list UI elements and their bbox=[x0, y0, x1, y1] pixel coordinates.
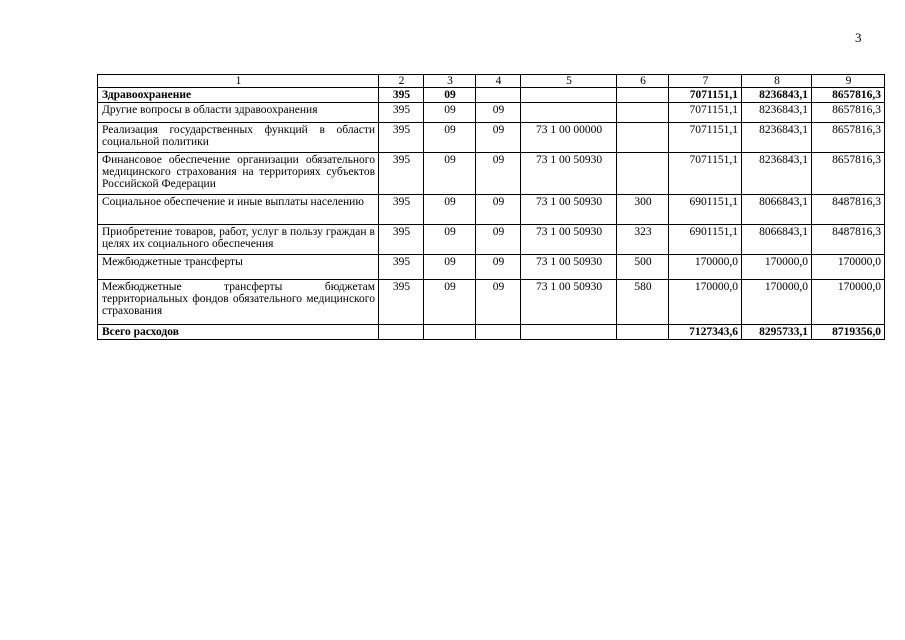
header-cell: 9 bbox=[812, 75, 885, 88]
table-row bbox=[98, 225, 885, 255]
header-cell: 4 bbox=[476, 75, 521, 88]
cell-col3: 09 bbox=[424, 88, 476, 103]
row-name: Социальное обеспечение и иные выплаты населению bbox=[98, 195, 379, 225]
cell-col5: 73 1 00 50930 bbox=[521, 255, 617, 280]
row-name: Другие вопросы в области здравоохранения bbox=[98, 103, 379, 123]
cell-col8: 8236843,1 bbox=[742, 103, 812, 123]
cell-col7: 6901151,1 bbox=[669, 225, 742, 255]
cell-col6: 500 bbox=[617, 255, 669, 280]
row-name: Реализация государственных функций в области социальной политики bbox=[98, 123, 379, 153]
row-name: Межбюджетные трансферты бюджетам территориальных фондов обязательного медицинского страхования bbox=[98, 280, 379, 325]
cell-col2: 395 bbox=[379, 255, 424, 280]
cell-col8: 8066843,1 bbox=[742, 195, 812, 225]
cell-col8: 8236843,1 bbox=[742, 88, 812, 103]
cell-col8: 170000,0 bbox=[742, 255, 812, 280]
cell-col4: 09 bbox=[476, 225, 521, 255]
cell-col2: 395 bbox=[379, 280, 424, 325]
page-number: 3 bbox=[855, 30, 862, 45]
cell-col6 bbox=[617, 153, 669, 195]
cell-col3: 09 bbox=[424, 123, 476, 153]
table-row bbox=[98, 103, 885, 123]
cell-col5 bbox=[521, 88, 617, 103]
header-row bbox=[98, 75, 885, 88]
row-name: Финансовое обеспечение организации обязательного медицинского страхования на территориях субъектов Российской Федерации bbox=[98, 153, 379, 195]
cell-col2: 395 bbox=[379, 88, 424, 103]
table-row-total bbox=[98, 325, 885, 340]
header-cell: 2 bbox=[379, 75, 424, 88]
cell-col6: 580 bbox=[617, 280, 669, 325]
cell-col8: 8066843,1 bbox=[742, 225, 812, 255]
cell-col7: 7071151,1 bbox=[669, 103, 742, 123]
cell-col9: 8657816,3 bbox=[812, 153, 885, 195]
cell-col2: 395 bbox=[379, 195, 424, 225]
cell-col3: 09 bbox=[424, 103, 476, 123]
cell-col5: 73 1 00 50930 bbox=[521, 153, 617, 195]
cell-col7: 170000,0 bbox=[669, 255, 742, 280]
cell-col5: 73 1 00 50930 bbox=[521, 280, 617, 325]
cell-col8: 8236843,1 bbox=[742, 153, 812, 195]
cell-col2 bbox=[379, 325, 424, 340]
cell-col6 bbox=[617, 123, 669, 153]
cell-col7: 7071151,1 bbox=[669, 153, 742, 195]
cell-col7: 6901151,1 bbox=[669, 195, 742, 225]
cell-col8: 8236843,1 bbox=[742, 123, 812, 153]
cell-col2: 395 bbox=[379, 153, 424, 195]
cell-col4 bbox=[476, 88, 521, 103]
row-name: Всего расходов bbox=[98, 325, 379, 340]
cell-col6 bbox=[617, 88, 669, 103]
table-row bbox=[98, 255, 885, 280]
cell-col9: 170000,0 bbox=[812, 280, 885, 325]
cell-col5: 73 1 00 50930 bbox=[521, 195, 617, 225]
cell-col6 bbox=[617, 325, 669, 340]
table-row bbox=[98, 280, 885, 325]
cell-col8: 8295733,1 bbox=[742, 325, 812, 340]
cell-col5 bbox=[521, 325, 617, 340]
cell-col7: 7071151,1 bbox=[669, 88, 742, 103]
cell-col6: 300 bbox=[617, 195, 669, 225]
cell-col9: 8487816,3 bbox=[812, 225, 885, 255]
table-row bbox=[98, 153, 885, 195]
cell-col9: 8487816,3 bbox=[812, 195, 885, 225]
cell-col3: 09 bbox=[424, 153, 476, 195]
cell-col3: 09 bbox=[424, 280, 476, 325]
cell-col2: 395 bbox=[379, 103, 424, 123]
budget-table bbox=[97, 74, 885, 340]
cell-col4 bbox=[476, 325, 521, 340]
cell-col5: 73 1 00 50930 bbox=[521, 225, 617, 255]
cell-col9: 8657816,3 bbox=[812, 88, 885, 103]
cell-col3 bbox=[424, 325, 476, 340]
cell-col2: 395 bbox=[379, 225, 424, 255]
header-cell: 1 bbox=[98, 75, 379, 88]
cell-col5 bbox=[521, 103, 617, 123]
header-cell: 5 bbox=[521, 75, 617, 88]
row-name: Межбюджетные трансферты bbox=[98, 255, 379, 280]
cell-col4: 09 bbox=[476, 153, 521, 195]
cell-col6: 323 bbox=[617, 225, 669, 255]
cell-col5: 73 1 00 00000 bbox=[521, 123, 617, 153]
cell-col4: 09 bbox=[476, 195, 521, 225]
cell-col3: 09 bbox=[424, 255, 476, 280]
cell-col3: 09 bbox=[424, 225, 476, 255]
cell-col8: 170000,0 bbox=[742, 280, 812, 325]
cell-col7: 7071151,1 bbox=[669, 123, 742, 153]
table-row bbox=[98, 195, 885, 225]
cell-col2: 395 bbox=[379, 123, 424, 153]
cell-col3: 09 bbox=[424, 195, 476, 225]
cell-col4: 09 bbox=[476, 255, 521, 280]
cell-col7: 7127343,6 bbox=[669, 325, 742, 340]
header-cell: 6 bbox=[617, 75, 669, 88]
cell-col9: 8719356,0 bbox=[812, 325, 885, 340]
cell-col7: 170000,0 bbox=[669, 280, 742, 325]
header-cell: 7 bbox=[669, 75, 742, 88]
row-name: Здравоохранение bbox=[98, 88, 379, 103]
table-row-health bbox=[98, 88, 885, 103]
table-row bbox=[98, 123, 885, 153]
cell-col4: 09 bbox=[476, 123, 521, 153]
cell-col9: 8657816,3 bbox=[812, 123, 885, 153]
cell-col4: 09 bbox=[476, 103, 521, 123]
cell-col9: 8657816,3 bbox=[812, 103, 885, 123]
row-name: Приобретение товаров, работ, услуг в пользу граждан в целях их социального обеспечения bbox=[98, 225, 379, 255]
header-cell: 8 bbox=[742, 75, 812, 88]
cell-col6 bbox=[617, 103, 669, 123]
cell-col4: 09 bbox=[476, 280, 521, 325]
cell-col9: 170000,0 bbox=[812, 255, 885, 280]
header-cell: 3 bbox=[424, 75, 476, 88]
